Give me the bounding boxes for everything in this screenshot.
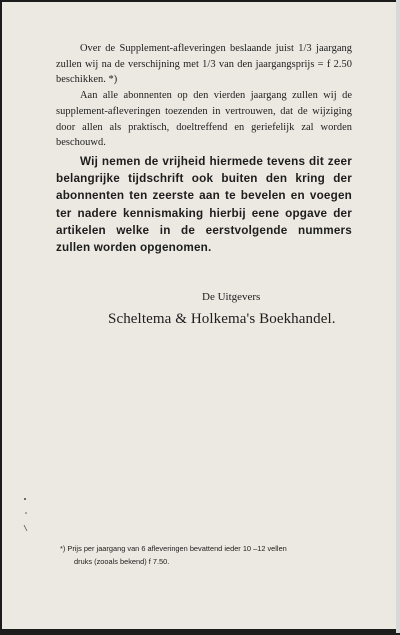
footnote (60, 542, 354, 568)
paragraph-recommendation: Wij nemen de vrijheid hiermede tevens dit zeer belangrijke tijdschrift ook buiten den kring der abonnenten ten zeerste aan te bevelen en voegen ter nadere kennismaking hierbij eene opgave der artikelen welke in de eerstvolgende nummers zullen worden opgenomen. (56, 154, 352, 254)
publisher-name: Scheltema & Holkema's Boekhandel. (108, 311, 336, 327)
publishers-label: De Uitgevers (202, 291, 261, 303)
page-edge (396, 0, 400, 633)
document-page (2, 2, 396, 629)
paragraph-supplement: Over de Supplement-afleveringen beslaande juist 1/3 jaargang zullen wij na de verschijning met 1/3 van den jaargangsprijs = f 2.50 beschikken. *) (56, 43, 352, 86)
footnote-line-1: *) Prijs per jaargang van 6 afleveringen bevattend ieder 10 –12 vellen (60, 544, 287, 553)
footnote-line-2: druks (zooals bekend) f 7.50. (74, 557, 170, 566)
body-text (56, 41, 352, 256)
paragraph-subscribers: Aan alle abonnenten op den vierden jaargang zullen wij de supplement-afleveringen toezenden in vertrouwen, dat de wijziging door allen als praktisch, doeltreffend en geriefelijk zal worden beschouwd. (56, 90, 352, 149)
